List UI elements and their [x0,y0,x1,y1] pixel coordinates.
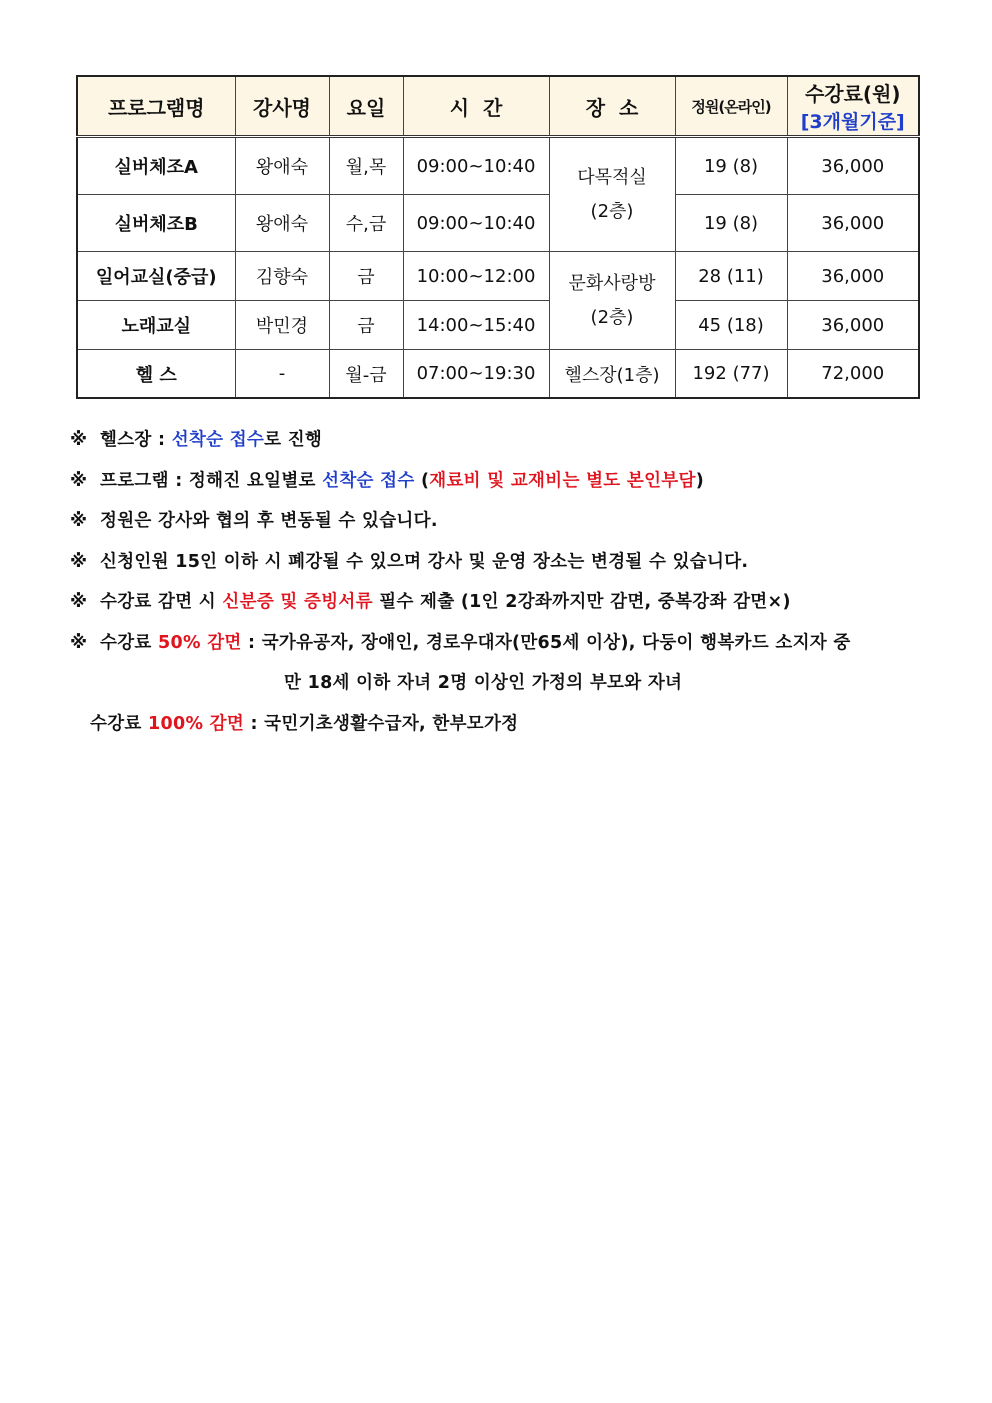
reference-mark-icon: ※ [70,632,88,653]
cell-place [549,252,675,350]
header-instructor: 강사명 [235,76,329,137]
cell-instructor: 박민경 [235,301,329,350]
note-text: : 국가유공자, 장애인, 경로우대자(만65세 이상), 다둥이 행복카드 소지자 중 [241,632,851,653]
program-schedule-table [76,75,920,399]
cell-capacity: 45 (18) [675,301,787,350]
header-time [403,76,549,137]
cell-day: 수,금 [329,195,403,252]
table-row [77,350,919,399]
cell-program: 노래교실 [77,301,235,350]
note-text: 헬스장 : [100,430,172,450]
cell-time: 09:00~10:40 [403,195,549,252]
table-row [77,137,919,195]
cell-fee: 36,000 [787,252,919,301]
cell-time: 09:00~10:40 [403,137,549,195]
header-fee [787,76,919,137]
note-highlight: 선착순 접수 [322,470,415,491]
note-highlight: 선착순 접수 [171,430,265,450]
cell-day: 월,목 [329,137,403,195]
cell-day: 금 [329,252,403,301]
cell-fee: 36,000 [787,195,919,252]
cell-time: 14:00~15:40 [403,301,549,350]
cell-time: 07:00~19:30 [403,350,549,399]
cell-capacity: 192 (77) [675,350,787,399]
cell-instructor: - [235,350,329,399]
note-text: 프로그램 : 정해진 요일별로 [100,470,323,491]
table-row [77,301,919,350]
note-text: 만 18세 이하 자녀 2명 이상인 가정의 부모와 자녀 [284,673,683,693]
cell-program: 일어교실(중급) [77,252,235,301]
reference-mark-icon: ※ [70,592,88,612]
cell-program: 실버체조B [77,195,235,252]
header-program: 프로그램명 [77,76,235,137]
cell-day: 금 [329,301,403,350]
note-highlight-red: 신분증 및 증빙서류 [222,592,373,612]
cell-place: 헬스장(1층) [549,350,675,399]
table-header-row [77,76,919,137]
note-text: 필수 제출 (1인 2강좌까지만 감면, 중복강좌 감면×) [372,592,791,612]
note-text: 수강료 [90,713,149,734]
cell-fee: 36,000 [787,137,919,195]
note-fitness [70,428,950,469]
place-floor: (2층) [590,306,634,328]
reference-mark-icon: ※ [70,511,88,531]
note-text: 수강료 [100,632,159,653]
notes-section [70,428,950,752]
note-text: 로 진행 [264,430,323,450]
header-time-label: 시 간 [449,95,503,120]
cell-instructor: 김향숙 [235,252,329,301]
note-discount-50-continued [70,671,950,712]
cell-place [549,137,675,252]
header-place-label: 장 소 [585,95,639,120]
note-text: ( [414,470,430,491]
note-discount-50 [70,631,950,672]
note-highlight-red: 재료비 및 교재비는 별도 본인부담 [429,470,696,491]
cell-program: 헬 스 [77,350,235,399]
cell-program: 실버체조A [77,137,235,195]
place-name: 문화사랑방 [568,272,656,294]
note-text: ) [695,470,705,491]
reference-mark-icon: ※ [70,551,88,572]
header-capacity: 정원(온라인) [675,76,787,137]
note-text: 신청인원 15인 이하 시 폐강될 수 있으며 강사 및 운영 장소는 변경될 수 있습니다. [100,551,749,572]
table-row [77,252,919,301]
place-floor: (2층) [590,200,634,222]
header-fee-basis: [3개월기준] [800,111,905,133]
reference-mark-icon: ※ [70,470,88,491]
note-highlight-red: 50% 감면 [158,632,242,653]
note-highlight-red: 100% 감면 [148,713,245,734]
note-cancellation [70,550,950,591]
table-row [77,195,919,252]
cell-instructor: 왕애숙 [235,137,329,195]
place-name: 다목적실 [577,166,647,188]
reference-mark-icon: ※ [70,430,88,450]
cell-time: 10:00~12:00 [403,252,549,301]
cell-day: 월-금 [329,350,403,399]
note-capacity [70,509,950,550]
cell-capacity: 28 (11) [675,252,787,301]
header-day: 요일 [329,76,403,137]
header-place [549,76,675,137]
note-text: 정원은 강사와 협의 후 변동될 수 있습니다. [100,511,438,531]
cell-fee: 36,000 [787,301,919,350]
cell-fee: 72,000 [787,350,919,399]
cell-capacity: 19 (8) [675,137,787,195]
note-program [70,469,950,510]
cell-capacity: 19 (8) [675,195,787,252]
note-text: : 국민기초생활수급자, 한부모가정 [244,713,519,734]
note-text: 수강료 감면 시 [100,592,223,612]
note-discount-100 [70,712,950,753]
header-fee-label: 수강료(원) [804,82,901,106]
cell-instructor: 왕애숙 [235,195,329,252]
note-discount-docs [70,590,950,631]
